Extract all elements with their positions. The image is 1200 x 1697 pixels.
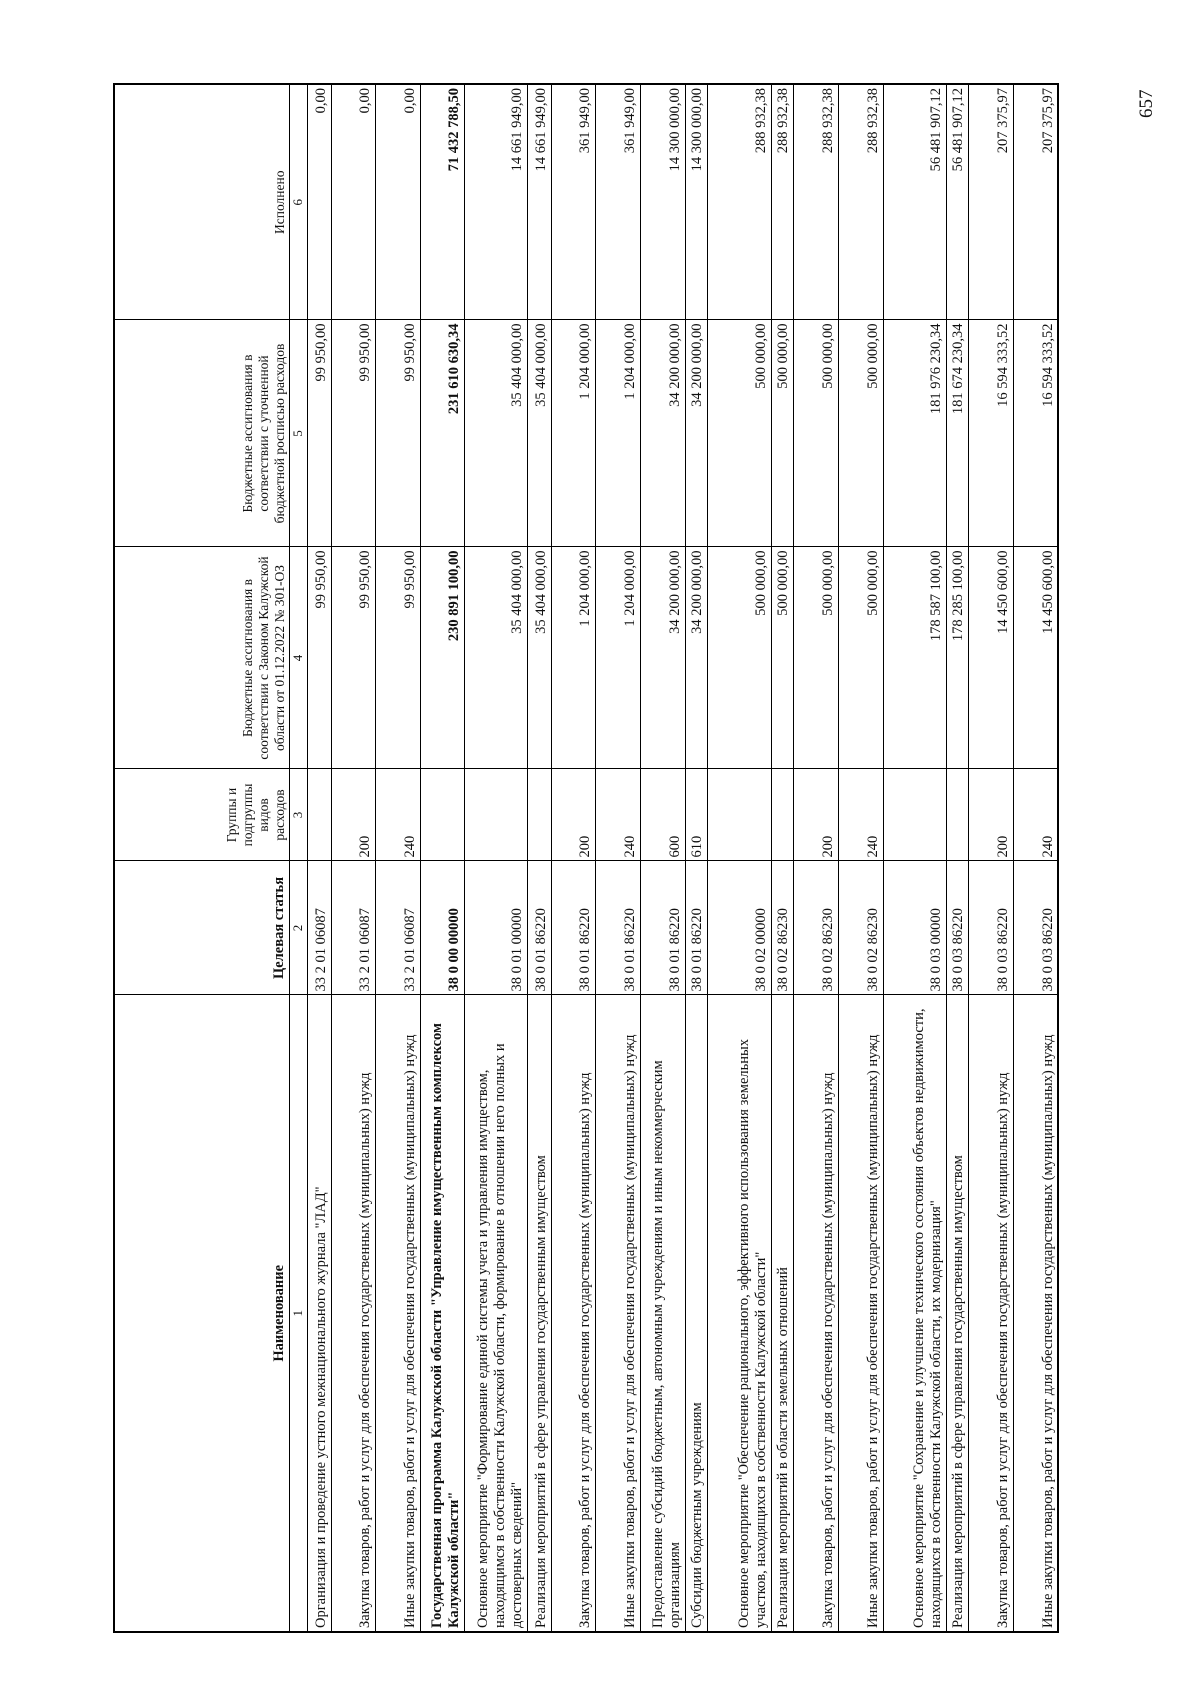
- row-plan-amount: 34 200 000,00: [640, 320, 685, 547]
- column-number: 5: [289, 320, 307, 547]
- column-number: 4: [289, 547, 307, 769]
- row-law-amount: 500 000,00: [707, 547, 771, 769]
- row-name: Реализация мероприятий в сфере управления государственным имуществом: [946, 995, 968, 1632]
- row-law-amount: 500 000,00: [793, 547, 838, 769]
- row-executed-amount: 288 932,38: [771, 84, 793, 320]
- table-row: [838, 84, 883, 1632]
- row-target-code: 38 0 02 86230: [771, 861, 793, 995]
- table-row: [968, 84, 1013, 1632]
- row-executed-amount: 56 481 907,12: [946, 84, 968, 320]
- rotated-table-wrapper: [113, 85, 1133, 1633]
- row-executed-amount: 288 932,38: [793, 84, 838, 320]
- row-executed-amount: 14 661 949,00: [527, 84, 551, 320]
- table-row: [1013, 84, 1058, 1632]
- row-group-code: [527, 769, 551, 861]
- column-header-target: Целевая статья: [114, 861, 289, 995]
- row-executed-amount: 0,00: [307, 84, 331, 320]
- table-row-program: [420, 84, 464, 1632]
- row-executed-amount: 0,00: [331, 84, 375, 320]
- row-target-code: 38 0 01 86220: [595, 861, 640, 995]
- row-law-amount: 14 450 600,00: [1013, 547, 1058, 769]
- column-header-plan: Бюджетные ассигнования в соответствии с уточненной бюджетной росписью расходов: [114, 320, 289, 547]
- row-name: Иные закупки товаров, работ и услуг для обеспечения государственных (муниципальных) нужд: [1013, 995, 1058, 1632]
- row-executed-amount: 14 300 000,00: [640, 84, 685, 320]
- row-group-code: 240: [838, 769, 883, 861]
- table-row: [331, 84, 375, 1632]
- row-plan-amount: 34 200 000,00: [685, 320, 707, 547]
- row-group-code: 200: [968, 769, 1013, 861]
- column-number: 3: [289, 769, 307, 861]
- row-plan-amount: 99 950,00: [375, 320, 420, 547]
- table-row: [883, 84, 946, 1632]
- row-plan-amount: 1 204 000,00: [551, 320, 595, 547]
- row-name: Реализация мероприятий в области земельных отношений: [771, 995, 793, 1632]
- row-group-code: [883, 769, 946, 861]
- row-target-code: 38 0 01 86220: [640, 861, 685, 995]
- row-group-code: 200: [551, 769, 595, 861]
- row-group-code: [771, 769, 793, 861]
- table-row: [640, 84, 685, 1632]
- row-group-code: [420, 769, 464, 861]
- row-executed-amount: 288 932,38: [838, 84, 883, 320]
- table-row: [946, 84, 968, 1632]
- column-number: 1: [289, 995, 307, 1632]
- row-name: Закупка товаров, работ и услуг для обеспечения государственных (муниципальных) нужд: [551, 995, 595, 1632]
- row-executed-amount: 207 375,97: [1013, 84, 1058, 320]
- row-name: Субсидии бюджетным учреждениям: [685, 995, 707, 1632]
- row-plan-amount: 16 594 333,52: [968, 320, 1013, 547]
- row-group-code: 240: [595, 769, 640, 861]
- row-name: Реализация мероприятий в сфере управления государственным имуществом: [527, 995, 551, 1632]
- row-executed-amount: 0,00: [375, 84, 420, 320]
- table-header-row: [114, 84, 289, 1632]
- row-executed-amount: 14 661 949,00: [464, 84, 527, 320]
- row-law-amount: 99 950,00: [375, 547, 420, 769]
- column-number-row: [289, 84, 307, 1632]
- row-target-code: 38 0 01 00000: [464, 861, 527, 995]
- row-law-amount: 500 000,00: [838, 547, 883, 769]
- row-law-amount: 34 200 000,00: [640, 547, 685, 769]
- row-group-code: [464, 769, 527, 861]
- row-executed-amount: 288 932,38: [707, 84, 771, 320]
- row-group-code: [307, 769, 331, 861]
- column-number: 2: [289, 861, 307, 995]
- row-name: Закупка товаров, работ и услуг для обеспечения государственных (муниципальных) нужд: [968, 995, 1013, 1632]
- table-row: [707, 84, 771, 1632]
- row-plan-amount: 231 610 630,34: [420, 320, 464, 547]
- row-name: Закупка товаров, работ и услуг для обеспечения государственных (муниципальных) нужд: [793, 995, 838, 1632]
- table-row: [551, 84, 595, 1632]
- row-target-code: 33 2 01 06087: [307, 861, 331, 995]
- row-name: Закупка товаров, работ и услуг для обеспечения государственных (муниципальных) нужд: [331, 995, 375, 1632]
- row-name: Основное мероприятие "Сохранение и улучшение технического состояния объектов недвижимости, находящихся в собственности Калужской области, их модернизация": [883, 995, 946, 1632]
- table-row: [375, 84, 420, 1632]
- row-group-code: 240: [375, 769, 420, 861]
- row-name: Основное мероприятие "Формирование единой системы учета и управления имуществом, находящимся в собственности Калужской области, формирование в отношении него полных и достоверных сведений": [464, 995, 527, 1632]
- row-law-amount: 1 204 000,00: [551, 547, 595, 769]
- row-name: Государственная программа Калужской области "Управление имущественным комплексом Калужской области": [420, 995, 464, 1632]
- row-group-code: 200: [331, 769, 375, 861]
- table-row: [771, 84, 793, 1632]
- row-target-code: 38 0 01 86220: [527, 861, 551, 995]
- row-target-code: 38 0 03 86220: [946, 861, 968, 995]
- row-target-code: 38 0 02 00000: [707, 861, 771, 995]
- page-number: 657: [1136, 89, 1157, 118]
- table-row: [793, 84, 838, 1632]
- row-target-code: 38 0 01 86220: [551, 861, 595, 995]
- table-row: [685, 84, 707, 1632]
- row-law-amount: 35 404 000,00: [464, 547, 527, 769]
- row-plan-amount: 1 204 000,00: [595, 320, 640, 547]
- row-law-amount: 500 000,00: [771, 547, 793, 769]
- row-plan-amount: 500 000,00: [771, 320, 793, 547]
- row-plan-amount: 16 594 333,52: [1013, 320, 1058, 547]
- row-law-amount: 99 950,00: [307, 547, 331, 769]
- row-law-amount: 1 204 000,00: [595, 547, 640, 769]
- row-name: Иные закупки товаров, работ и услуг для обеспечения государственных (муниципальных) нужд: [838, 995, 883, 1632]
- row-target-code: 38 0 03 86220: [968, 861, 1013, 995]
- row-plan-amount: 500 000,00: [838, 320, 883, 547]
- row-name: Организация и проведение устного межнационального журнала "ЛАД": [307, 995, 331, 1632]
- row-executed-amount: 361 949,00: [551, 84, 595, 320]
- row-name: Иные закупки товаров, работ и услуг для обеспечения государственных (муниципальных) нужд: [375, 995, 420, 1632]
- row-plan-amount: 500 000,00: [707, 320, 771, 547]
- row-executed-amount: 71 432 788,50: [420, 84, 464, 320]
- row-law-amount: 178 285 100,00: [946, 547, 968, 769]
- row-target-code: 38 0 02 86230: [838, 861, 883, 995]
- row-target-code: 38 0 03 00000: [883, 861, 946, 995]
- row-target-code: 33 2 01 06087: [331, 861, 375, 995]
- row-executed-amount: 56 481 907,12: [883, 84, 946, 320]
- row-target-code: 38 0 01 86220: [685, 861, 707, 995]
- row-group-code: 600: [640, 769, 685, 861]
- table-row: [464, 84, 527, 1632]
- row-target-code: 38 0 00 00000: [420, 861, 464, 995]
- row-law-amount: 230 891 100,00: [420, 547, 464, 769]
- row-name: Предоставление субсидий бюджетным, автономным учреждениям и иным некоммерческим организациям: [640, 995, 685, 1632]
- row-group-code: 610: [685, 769, 707, 861]
- row-law-amount: 35 404 000,00: [527, 547, 551, 769]
- row-group-code: [707, 769, 771, 861]
- row-law-amount: 34 200 000,00: [685, 547, 707, 769]
- column-header-done: Исполнено: [114, 84, 289, 320]
- column-header-law: Бюджетные ассигнования в соответствии с Законом Калужской области от 01.12.2022 № 301-ОЗ: [114, 547, 289, 769]
- row-target-code: 38 0 03 86220: [1013, 861, 1058, 995]
- row-target-code: 33 2 01 06087: [375, 861, 420, 995]
- row-plan-amount: 99 950,00: [307, 320, 331, 547]
- column-header-group: Группы и подгруппы видов расходов: [114, 769, 289, 861]
- budget-table: [113, 83, 1059, 1633]
- row-group-code: 200: [793, 769, 838, 861]
- row-name: Основное мероприятие "Обеспечение рационального, эффективного использования земельных участков, находящихся в собственности Калужской области": [707, 995, 771, 1632]
- row-executed-amount: 361 949,00: [595, 84, 640, 320]
- column-header-name: Наименование: [114, 995, 289, 1632]
- row-plan-amount: 99 950,00: [331, 320, 375, 547]
- row-plan-amount: 181 674 230,34: [946, 320, 968, 547]
- row-target-code: 38 0 02 86230: [793, 861, 838, 995]
- row-plan-amount: 181 976 230,34: [883, 320, 946, 547]
- row-plan-amount: 35 404 000,00: [464, 320, 527, 547]
- row-law-amount: 178 587 100,00: [883, 547, 946, 769]
- row-plan-amount: 500 000,00: [793, 320, 838, 547]
- row-group-code: [946, 769, 968, 861]
- table-row: [527, 84, 551, 1632]
- row-law-amount: 99 950,00: [331, 547, 375, 769]
- row-name: Иные закупки товаров, работ и услуг для обеспечения государственных (муниципальных) нужд: [595, 995, 640, 1632]
- row-executed-amount: 14 300 000,00: [685, 84, 707, 320]
- row-executed-amount: 207 375,97: [968, 84, 1013, 320]
- column-number: 6: [289, 84, 307, 320]
- table-row: [307, 84, 331, 1632]
- row-plan-amount: 35 404 000,00: [527, 320, 551, 547]
- table-row: [595, 84, 640, 1632]
- row-group-code: 240: [1013, 769, 1058, 861]
- row-law-amount: 14 450 600,00: [968, 547, 1013, 769]
